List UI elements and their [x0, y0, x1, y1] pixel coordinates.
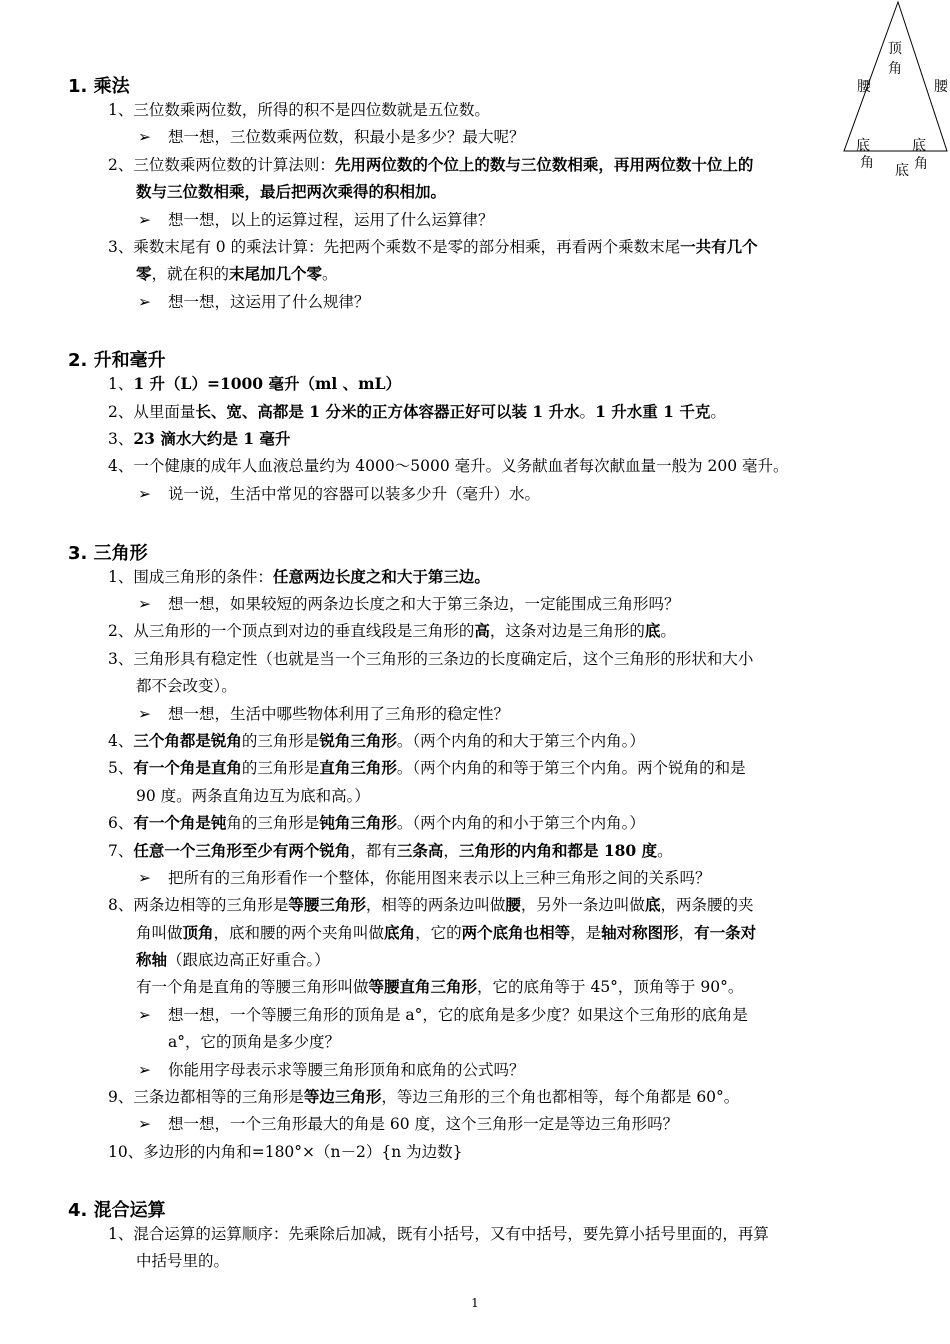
list-item: 1、三位数乘两位数，所得的积不是四位数就是五位数。 [108, 101, 490, 119]
triangle-right-waist-label: 腰 [934, 79, 948, 95]
think-item-continuation: a°，它的顶角是多少度？ [168, 1033, 340, 1051]
arrow-bullet-icon: ➢ [138, 485, 151, 503]
list-item: 4、三个角都是锐角的三角形是锐角三角形。（两个内角的和大于第三个内角。） [108, 731, 645, 750]
list-item: 2、从里面量长、宽、高都是 1 分米的正方体容器正好可以装 1 升水。1 升水重 1 千克。 [108, 402, 726, 421]
list-item-continuation: 90 度。两条直角边互为底和高。） [136, 787, 370, 805]
list-item: 4、一个健康的成年人血液总量约为 4000～5000 毫升。义务献血者每次献血量一般为 200 毫升。 [108, 457, 789, 475]
think-item: ➢ 想一想，这运用了什么规律？ [138, 293, 370, 311]
think-item: ➢ 想一想，生活中哪些物体利用了三角形的稳定性？ [138, 705, 510, 723]
list-item: 1、1 升（L）=1000 毫升（ml 、mL） [108, 374, 401, 393]
think-item: ➢ 想一想，三位数乘两位数，积最小是多少？最大呢？ [138, 128, 525, 146]
arrow-bullet-icon: ➢ [138, 293, 151, 311]
arrow-bullet-icon: ➢ [138, 1006, 151, 1024]
arrow-bullet-icon: ➢ [138, 211, 151, 229]
arrow-bullet-icon: ➢ [138, 1061, 151, 1079]
list-item: 1、混合运算的运算顺序：先乘除后加减，既有小括号，又有中括号，要先算小括号里面的，再算 [108, 1225, 769, 1243]
list-item-continuation: 数与三位数相乘，最后把两次乘得的积相加。 [136, 182, 447, 201]
triangle-base-bottom-label: 底 [895, 163, 909, 179]
think-item: ➢ 把所有的三角形看作一个整体，你能用图来表示以上三种三角形之间的关系吗？ [138, 869, 711, 887]
page-number: 1 [471, 1296, 479, 1310]
list-item: 6、有一个角是钝角的三角形是钝角三角形。（两个内角的和小于第三个内角。） [108, 813, 645, 832]
think-item: ➢ 想一想，一个三角形最大的角是 60 度，这个三角形一定是等边三角形吗？ [138, 1115, 679, 1133]
list-item: 5、有一个角是直角的三角形是直角三角形。（两个内角的和等于第三个内角。两个锐角的和是 [108, 758, 746, 777]
triangle-left-waist-label: 腰 [857, 79, 871, 95]
triangle-base-right-label: 底 [912, 138, 926, 154]
list-item-continuation: 有一个角是直角的等腰三角形叫做等腰直角三角形，它的底角等于 45°，顶角等于 90°。 [136, 977, 744, 996]
triangle-apex-label: 顶 [888, 41, 902, 57]
list-item: 9、三条边都相等的三角形是等边三角形，等边三角形的三个角也都相等，每个角都是 60°。 [108, 1087, 740, 1106]
arrow-bullet-icon: ➢ [138, 128, 151, 146]
arrow-bullet-icon: ➢ [138, 595, 151, 613]
list-item: 1、围成三角形的条件：任意两边长度之和大于第三边。 [108, 567, 490, 586]
list-item: 3、23 滴水大约是 1 毫升 [108, 429, 291, 448]
list-item: 7、任意一个三角形至少有两个锐角，都有三条高，三角形的内角和都是 180 度。 [108, 841, 673, 860]
list-item: 3、乘数末尾有 0 的乘法计算：先把两个乘数不是零的部分相乘，再看两个乘数末尾一共有几个 [108, 237, 758, 256]
triangle-base-right-label-2: 角 [914, 156, 928, 172]
think-item: ➢ 想一想，以上的运算过程，运用了什么运算律？ [138, 211, 494, 229]
think-item: ➢ 想一想，一个等腰三角形的顶角是 a°，它的底角是多少度？如果这个三角形的底角是 [138, 1006, 748, 1024]
list-item: 10、多边形的内角和=180°×（n－2）{n 为边数} [108, 1143, 463, 1161]
section-title-mixed-operations: 4. 混合运算 [68, 1200, 166, 1221]
list-item-continuation: 中括号里的。 [136, 1252, 230, 1270]
think-item: ➢ 想一想，如果较短的两条边长度之和大于第三条边，一定能围成三角形吗？ [138, 595, 680, 613]
list-item-continuation: 称轴（跟底边高正好重合。） [136, 950, 330, 969]
arrow-bullet-icon: ➢ [138, 869, 151, 887]
list-item: 2、三位数乘两位数的计算法则：先用两位数的个位上的数与三位数相乘，再用两位数十位上的 [108, 155, 754, 174]
triangle-base-left-label-2: 角 [860, 155, 874, 171]
list-item-continuation: 角叫做顶角，底和腰的两个夹角叫做底角，它的两个底角也相等，是轴对称图形，有一条对 [136, 923, 757, 942]
list-item: 3、三角形具有稳定性（也就是当一个三角形的三条边的长度确定后，这个三角形的形状和大小 [108, 650, 754, 668]
think-item: ➢ 说一说，生活中常见的容器可以装多少升（毫升）水。 [138, 485, 541, 503]
list-item-continuation: 都不会改变）。 [136, 677, 237, 695]
section-title-multiplication: 1. 乘法 [68, 76, 130, 97]
section-title-triangle: 3. 三角形 [68, 543, 148, 564]
section-title-liters: 2. 升和毫升 [68, 350, 166, 371]
arrow-bullet-icon: ➢ [138, 705, 151, 723]
think-item: ➢ 你能用字母表示求等腰三角形顶角和底角的公式吗？ [138, 1061, 525, 1079]
arrow-bullet-icon: ➢ [138, 1115, 151, 1133]
triangle-apex-label-2: 角 [888, 61, 902, 77]
list-item: 8、两条边相等的三角形是等腰三角形，相等的两条边叫做腰，另外一条边叫做底，两条腰的夹 [108, 895, 754, 914]
triangle-base-left-label: 底 [856, 138, 870, 154]
list-item: 2、从三角形的一个顶点到对边的垂直线段是三角形的高，这条对边是三角形的底。 [108, 621, 676, 640]
list-item-continuation: 零，就在积的末尾加几个零。 [136, 264, 338, 283]
